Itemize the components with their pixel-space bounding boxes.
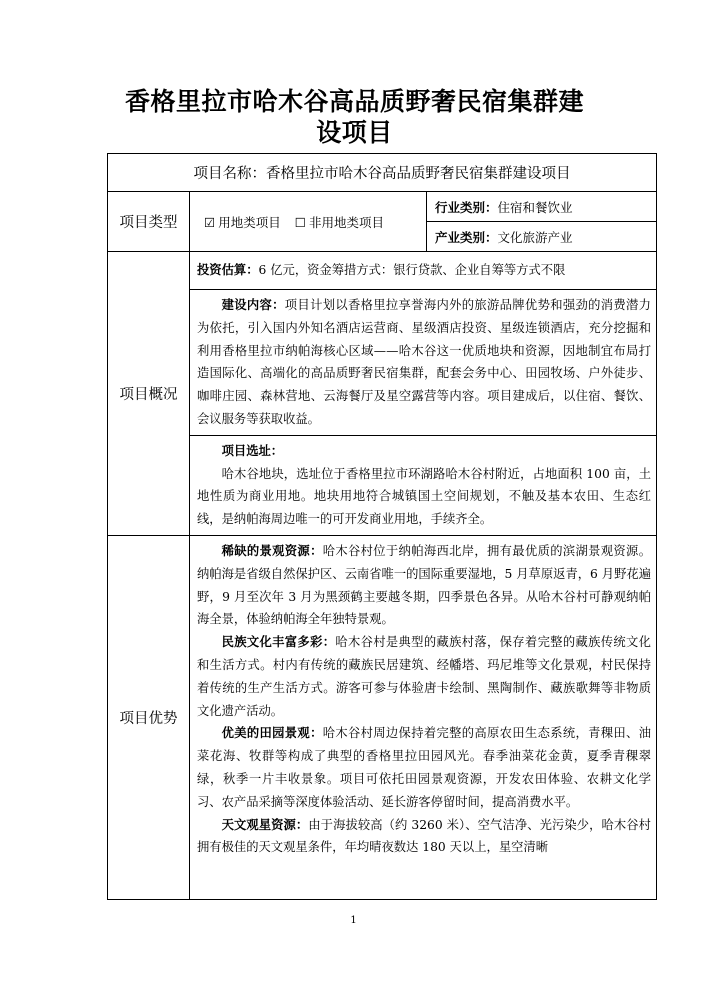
advantage-heading: 天文观星资源：: [221, 817, 309, 832]
project-type-options: [190, 192, 427, 252]
sector-category-label: 产业类别：: [435, 229, 498, 245]
advantages-label-cell: [108, 535, 190, 899]
advantages-label: 项目优势: [119, 710, 178, 727]
advantage-heading: 民族文化丰富多彩：: [221, 635, 336, 650]
investment-cell: [190, 252, 657, 290]
sector-category-value: 文化旅游产业: [497, 229, 573, 245]
advantages-cell: [190, 535, 657, 899]
advantage-heading: 稀缺的景观资源：: [221, 543, 323, 558]
advantage-item: [197, 540, 651, 631]
project-type-label-cell: [108, 192, 190, 252]
advantage-text: 由于海拔较高（约 3260 米）、空气洁净、光污染少，哈木谷村拥有极佳的天文观星条件，年均晴夜数达 180 天以上，星空清晰: [197, 817, 651, 855]
nonland-project-option: 非用地类项目: [308, 214, 384, 230]
project-name-cell: [108, 154, 657, 192]
advantage-text: 哈木谷村是典型的藏族村落，保存着完整的藏族传统文化和生活方式。村内有传统的藏族民居建筑、经幡塔、玛尼堆等文化景观，村民保持着传统的生产生活方式。游客可参与体验唐卡绘制、黑陶制作、藏族歌舞等非物质文化遗产活动。: [197, 635, 651, 718]
advantage-item: [197, 631, 651, 722]
investment-text: 6 亿元，资金筹措方式：银行贷款、企业自筹等方式不限: [258, 263, 566, 278]
advantage-text: 哈木谷村周边保持着完整的高原农田生态系统，青稞田、油菜花海、牧群等构成了典型的香格里拉田园风光。春季油菜花金黄，夏季青稞翠绿，秋季一片丰收景象。项目可依托田园景观资源，开发农田体验、农耕文化学习、农产品采摘等深度体验活动、延长游客停留时间，提高消费水平。: [197, 726, 651, 809]
construction-content-label: 建设内容：: [221, 298, 285, 312]
checkbox-checked-icon: ☑: [204, 214, 216, 230]
advantage-text: 哈木谷村位于纳帕海西北岸，拥有最优质的滨湖景观资源。纳帕海是省级自然保护区、云南省唯一的国际重要湿地，5 月草原返青，6 月野花遍野，9 月至次年 3 月为黑颈鹤主要越冬期，四季景色各异。从哈木谷村可静观纳帕海全景，体验纳帕海全年独特景观。: [197, 543, 651, 627]
overview-label-cell: [108, 252, 190, 536]
project-table: [107, 153, 657, 900]
investment-label: 投资估算：: [197, 263, 259, 278]
document-title-line-1: 香格里拉市哈木谷高品质野奢民宿集群建: [124, 87, 584, 116]
project-type-label: 项目类型: [119, 215, 178, 231]
document-title-line-2: 设项目: [316, 118, 393, 147]
page-number: 1: [350, 915, 357, 926]
project-name: 项目名称：香格里拉市哈木谷高品质野奢民宿集群建设项目: [193, 166, 571, 182]
advantage-item: [197, 722, 651, 813]
document-title: [107, 86, 602, 148]
advantage-heading: 优美的田园景观：: [221, 726, 323, 741]
site-location-text: 哈木谷地块，选址位于香格里拉市环湖路哈木谷村附近，占地面积 100 亩，土地性质为商业用地。地块用地符合城镇国土空间规划，不触及基本农田、生态红线，是纳帕海周边唯一的可开发商业用地，手续齐全。: [197, 466, 651, 527]
checkbox-empty-icon: ☐: [294, 214, 306, 230]
site-location-label: 项目选址：: [221, 443, 284, 458]
overview-label: 项目概况: [119, 386, 178, 403]
land-project-option: 用地类项目: [218, 214, 281, 230]
sector-category-cell: [427, 222, 657, 252]
industry-category-label: 行业类别：: [435, 199, 498, 215]
advantage-item: [197, 814, 651, 860]
site-location-cell: [190, 435, 657, 535]
industry-category-value: 住宿和餐饮业: [497, 199, 573, 215]
construction-content-cell: [190, 290, 657, 436]
construction-content-text: 项目计划以香格里拉享誉海内外的旅游品牌优势和强劲的消费潜力为依托，引入国内外知名酒店运营商、星级酒店投资、星级连锁酒店，充分挖掘和利用香格里拉市纳帕海核心区域——哈木谷这一优质地块和资源，因地制宜布局打造国际化、高端化的高品质野奢民宿集群，配套会务中心、田园牧场、户外徒步、咖啡庄园、森林营地、云海餐厅及星空露营等内容。项目建成后，以住宿、餐饮、会议服务等获取收益。: [197, 298, 651, 426]
industry-category-cell: [427, 192, 657, 222]
